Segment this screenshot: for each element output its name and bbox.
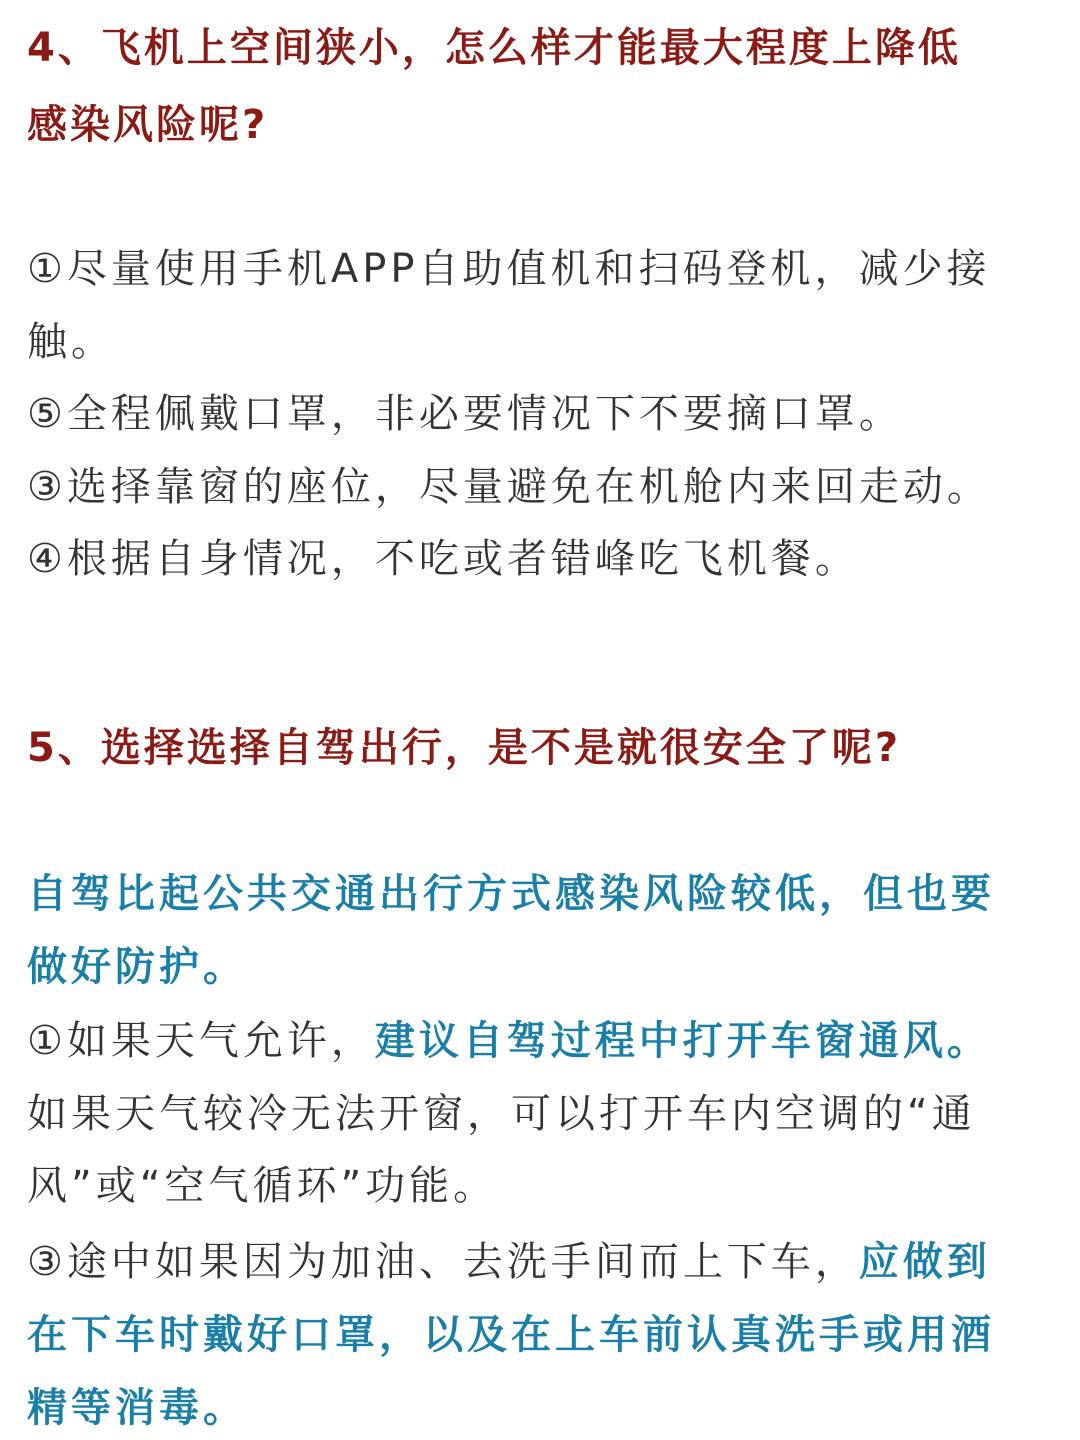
q5-tip-1-line-1 xyxy=(27,1013,1057,1069)
q4-title-line-1: 4、飞机上空间狭小，怎么样才能最大程度上降低 xyxy=(27,25,961,71)
q4-tip-3: ③选择靠窗的座位，尽量避免在机舱内来回走动。 xyxy=(27,464,991,510)
q4-tip-2: ⑤全程佩戴口罩，非必要情况下不要摘口罩。 xyxy=(27,391,903,437)
q4-tip-1-line-1: ①尽量使用手机APP自助值机和扫码登机，减少接 xyxy=(27,246,991,292)
q5-title: 5、选择选择自驾出行，是不是就很安全了呢? xyxy=(27,725,902,771)
q5-tip-1-line-2: 如果天气较冷无法开窗，可以打开车内空调的“通 xyxy=(27,1091,976,1137)
q4-tip-4: ④根据自身情况，不吃或者错峰吃飞机餐。 xyxy=(27,536,859,582)
q4-title-line-2: 感染风险呢? xyxy=(27,102,269,148)
q5-tip-1-line-3: 风”或“空气循环”功能。 xyxy=(27,1163,498,1209)
q5-tip-1-prefix: ①如果天气允许， xyxy=(27,1018,375,1064)
q5-tip-3-line-2: 在下车时戴好口罩，以及在上车前认真洗手或用酒 xyxy=(27,1312,995,1358)
q5-intro-line-1: 自驾比起公共交通出行方式感染风险较低，但也要 xyxy=(27,871,995,917)
q5-tip-3-line-1 xyxy=(27,1234,1057,1290)
q4-tip-1-line-2: 触。 xyxy=(27,319,115,365)
q5-tip-3-prefix: ③途中如果因为加油、去洗手间而上下车， xyxy=(27,1239,859,1285)
q5-intro-line-2: 做好防护。 xyxy=(27,944,247,990)
q5-tip-3-line-3: 精等消毒。 xyxy=(27,1385,247,1431)
q5-tip-1-highlight: 建议自驾过程中打开车窗通风。 xyxy=(374,1018,991,1064)
q5-tip-3-highlight: 应做到 xyxy=(858,1239,991,1285)
